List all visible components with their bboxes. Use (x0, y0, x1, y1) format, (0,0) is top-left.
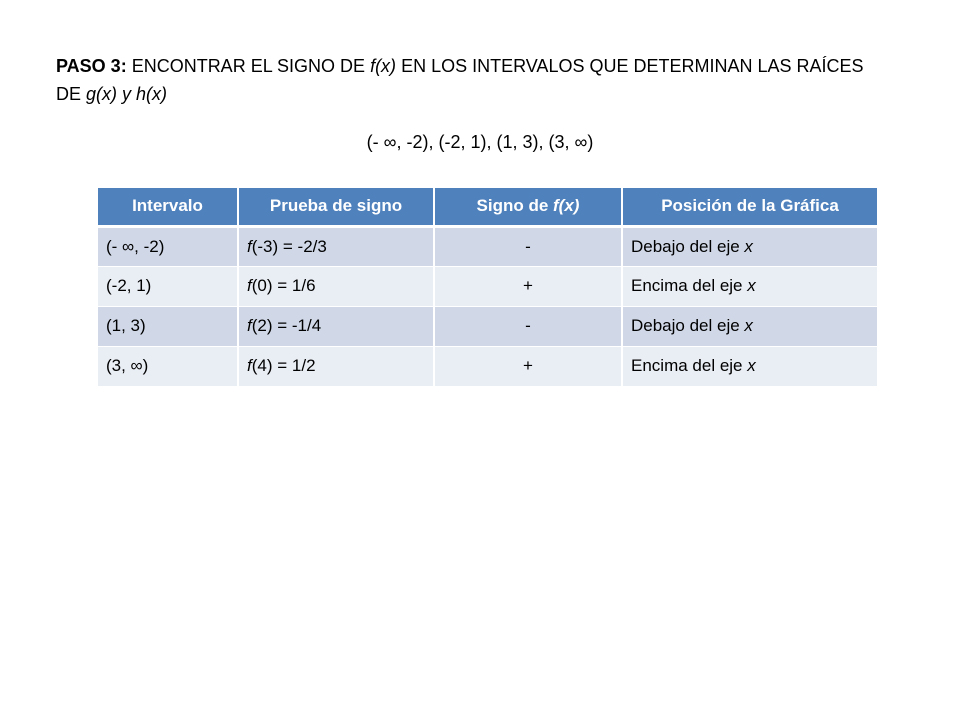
position-text: Debajo del eje (631, 236, 745, 256)
heading-text-2: EN LOS INTERVALOS QUE DETERMINAN LAS RAÍCES DE (56, 56, 864, 104)
table-row (98, 226, 877, 266)
step-label: PASO 3: (56, 56, 127, 76)
intervals-list: (- ∞, -2), (-2, 1), (1, 3), (3, ∞) (366, 132, 594, 152)
f-symbol: f (247, 316, 252, 335)
f-symbol: f (247, 236, 252, 256)
axis-symbol: x (744, 316, 753, 335)
header-interval: Intervalo (98, 188, 238, 226)
cell-position (622, 266, 877, 306)
cell-sign: - (434, 226, 622, 266)
table-row (98, 346, 877, 386)
g-symbol: g(x) (86, 84, 118, 104)
f-symbol: f(x) (370, 56, 397, 76)
heading-text-3: y (117, 84, 137, 104)
cell-sign: + (434, 346, 622, 386)
test-expression: (0) = 1/6 (251, 276, 316, 295)
header-sign-func: f(x) (553, 196, 580, 216)
cell-test (238, 346, 434, 386)
h-symbol: h(x) (136, 84, 168, 104)
cell-position (622, 226, 877, 266)
header-test: Prueba de signo (238, 188, 434, 226)
cell-interval: (1, 3) (98, 306, 238, 346)
position-text: Encima del eje (631, 276, 748, 295)
test-expression: (-3) = -2/3 (251, 236, 327, 256)
table-row (98, 306, 877, 346)
test-expression: (4) = 1/2 (251, 356, 316, 375)
cell-sign: - (434, 306, 622, 346)
step-heading (56, 52, 876, 108)
f-symbol: f (247, 276, 252, 295)
header-sign (434, 188, 622, 226)
sign-table (98, 188, 877, 387)
cell-position (622, 306, 877, 346)
heading-text-1: ENCONTRAR EL SIGNO DE (126, 56, 371, 76)
position-text: Encima del eje (631, 356, 748, 375)
cell-interval: (3, ∞) (98, 346, 238, 386)
cell-test (238, 226, 434, 266)
axis-symbol: x (744, 236, 753, 256)
test-expression: (2) = -1/4 (251, 316, 322, 335)
axis-symbol: x (747, 356, 756, 375)
axis-symbol: x (747, 276, 756, 295)
cell-sign: + (434, 266, 622, 306)
cell-interval: (- ∞, -2) (98, 226, 238, 266)
cell-test (238, 266, 434, 306)
f-symbol: f (247, 356, 252, 375)
table-row (98, 266, 877, 306)
header-position: Posición de la Gráfica (622, 188, 877, 226)
cell-interval: (-2, 1) (98, 266, 238, 306)
table-header-row (98, 188, 877, 226)
cell-position (622, 346, 877, 386)
cell-test (238, 306, 434, 346)
position-text: Debajo del eje (631, 316, 745, 335)
header-sign-prefix: Signo de (476, 196, 554, 216)
